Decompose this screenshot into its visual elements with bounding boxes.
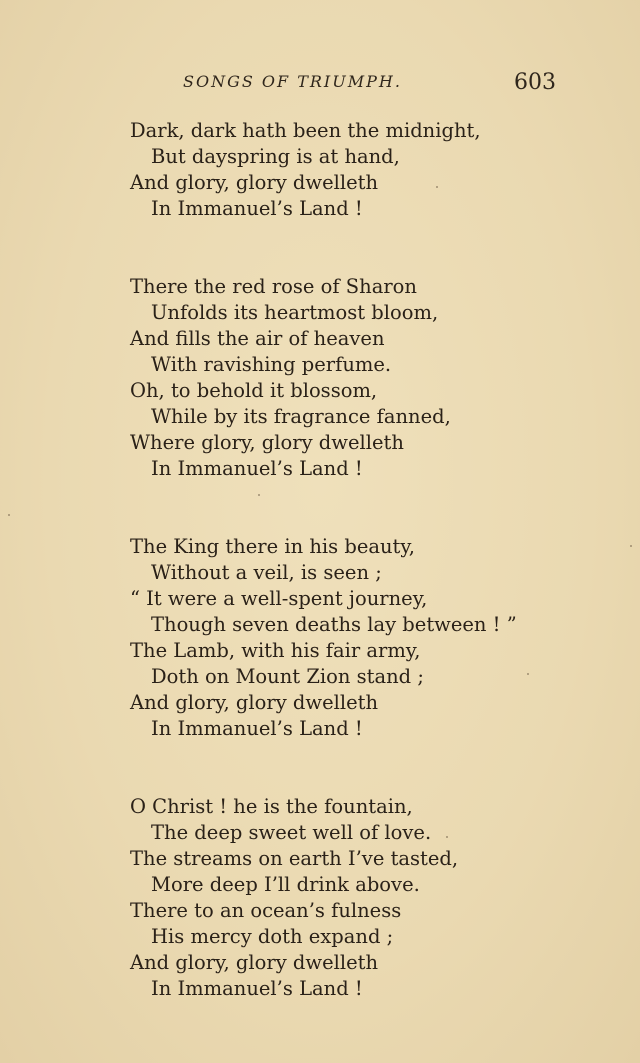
poem-line: The King there in his beauty,: [130, 535, 416, 558]
paper-speck: [258, 494, 260, 496]
paper-speck: [8, 514, 10, 516]
poem-line: In Immanuel’s Land !: [151, 457, 363, 480]
poem-line: Where glory, glory dwelleth: [130, 431, 404, 454]
poem-line: Without a veil, is seen ;: [151, 561, 382, 584]
paper-speck: [446, 836, 448, 838]
paper-speck: [436, 186, 438, 188]
poem-line: And glory, glory dwelleth: [130, 951, 379, 974]
poem-line: “ It were a well-spent journey,: [130, 587, 428, 610]
poem-line: Though seven deaths lay between ! ”: [151, 613, 517, 636]
poem-line: O Christ ! he is the fountain,: [130, 795, 413, 818]
poem-line: In Immanuel’s Land !: [151, 197, 363, 220]
stanza-4: [130, 794, 590, 1002]
poem-line: There the red rose of Sharon: [130, 275, 417, 298]
poem-line: Unfolds its heartmost bloom,: [151, 301, 439, 324]
paper-speck: [527, 673, 529, 675]
poem-line: Doth on Mount Zion stand ;: [151, 665, 424, 688]
stanza-2: [130, 274, 590, 482]
page-number: 603: [514, 70, 556, 95]
running-title: SONGS OF TRIUMPH.: [183, 72, 402, 91]
poem-line: While by its fragrance fanned,: [151, 405, 451, 428]
poem-line: Oh, to behold it blossom,: [130, 379, 378, 402]
poem-line: In Immanuel’s Land !: [151, 717, 363, 740]
poem-line: The streams on earth I’ve tasted,: [130, 847, 459, 870]
poem-line: Dark, dark hath been the midnight,: [130, 119, 481, 142]
poem-line: With ravishing perfume.: [151, 353, 392, 376]
poem-line: There to an ocean’s fulness: [130, 899, 402, 922]
poem-line: But dayspring is at hand,: [151, 145, 400, 168]
poem-line: The deep sweet well of love.: [151, 821, 432, 844]
poem-line: The Lamb, with his fair army,: [130, 639, 421, 662]
poem: [130, 118, 590, 1054]
paper-speck: [630, 545, 632, 547]
poem-line: And fills the air of heaven: [130, 327, 385, 350]
poem-line: And glory, glory dwelleth: [130, 171, 379, 194]
stanza-3: [130, 534, 590, 742]
poem-line: In Immanuel’s Land !: [151, 977, 363, 1000]
stanza-1: [130, 118, 590, 222]
poem-line: More deep I’ll drink above.: [151, 873, 420, 896]
poem-line: His mercy doth expand ;: [151, 925, 394, 948]
poem-line: And glory, glory dwelleth: [130, 691, 379, 714]
